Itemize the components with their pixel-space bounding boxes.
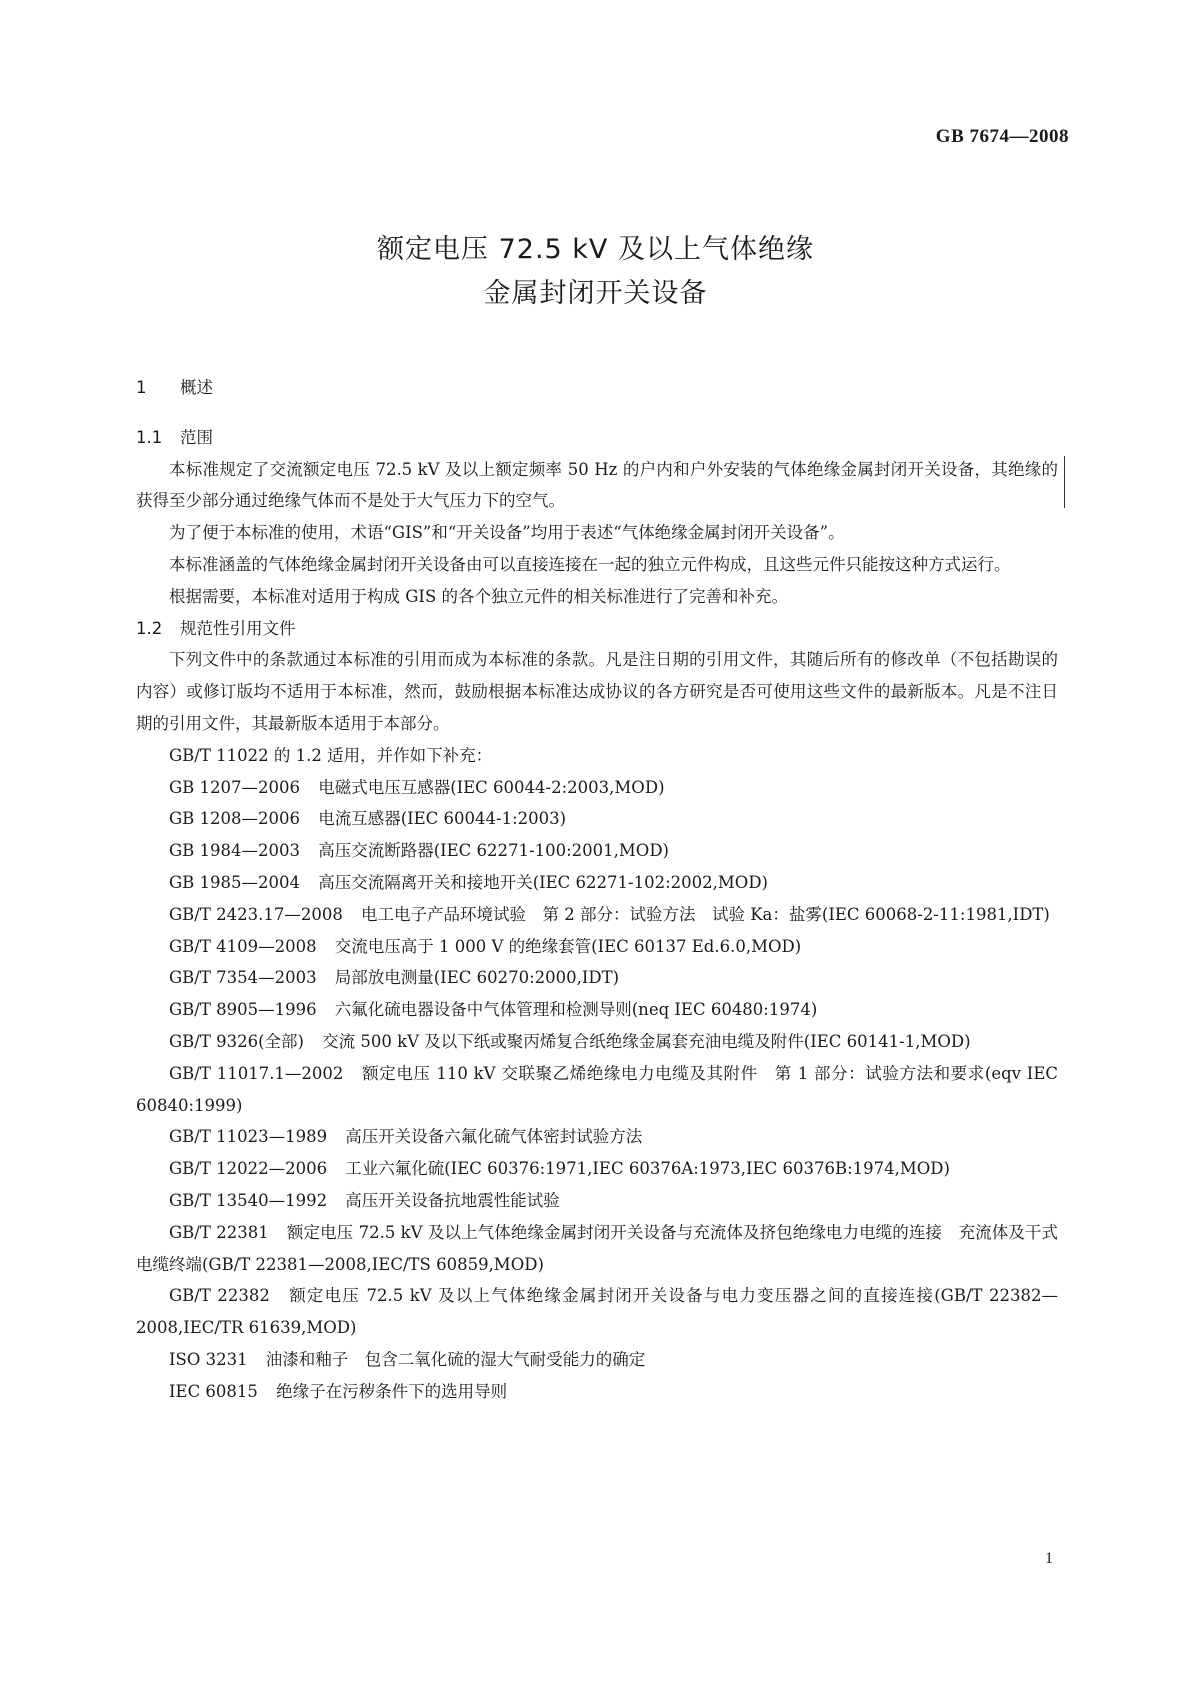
- title-line-2: 金属封闭开关设备: [483, 278, 708, 309]
- reference-item: [136, 931, 1058, 963]
- reference-title: 六氟化硫电器设备中气体管理和检测导则(neq IEC 60480:1974): [334, 1000, 818, 1020]
- reference-title: 电工电子产品环境试验 第 2 部分：试验方法 试验 Ka：盐雾(IEC 60068-2-11:1981,IDT): [360, 904, 1050, 924]
- reference-item: [136, 994, 1058, 1026]
- reference-code: GB/T 22381: [169, 1222, 269, 1242]
- reference-title: 高压交流隔离开关和接地开关(IEC 62271-102:2002,MOD): [318, 872, 768, 892]
- reference-code: GB/T 7354—2003: [169, 968, 317, 988]
- reference-item: [136, 803, 1058, 835]
- reference-code: GB/T 12022—2006: [169, 1159, 328, 1179]
- reference-title: 绝缘子在污秽条件下的选用导则: [276, 1381, 508, 1401]
- reference-title: 交流电压高于 1 000 V 的绝缘套管(IEC 60137 Ed.6.0,MOD): [334, 936, 802, 956]
- paragraph: 本标准规定了交流额定电压 72.5 kV 及以上额定频率 50 Hz 的户内和户外安装的气体绝缘金属封闭开关设备，其绝缘的获得至少部分通过绝缘气体而不是处于大气压力下的空气。: [136, 459, 1058, 511]
- reference-code: GB/T 22382: [169, 1286, 270, 1306]
- reference-title: 油漆和釉子 包含二氧化硫的湿大气耐受能力的确定: [265, 1349, 646, 1369]
- section-number: 1: [136, 378, 147, 397]
- reference-code: GB 1985—2004: [169, 872, 301, 892]
- reference-title: 额定电压 72.5 kV 及以上气体绝缘金属封闭开关设备与充流体及挤包绝缘电力电缆的连接 充流体及干式电缆终端(GB/T 22381—2008,IEC/TS 60859,MOD): [136, 1222, 1059, 1274]
- section-1-heading: [136, 372, 1058, 404]
- reference-title: 交流 500 kV 及以下纸或聚丙烯复合纸绝缘金属套充油电缆及附件(IEC 60141-1,MOD): [322, 1031, 971, 1051]
- reference-item: [136, 1121, 1058, 1153]
- section-title: 规范性引用文件: [180, 618, 296, 638]
- section-title: 概述: [180, 378, 213, 397]
- reference-title: 高压开关设备六氟化硫气体密封试验方法: [345, 1127, 643, 1147]
- document-body: [136, 372, 1058, 1408]
- standard-code: GB 7674—2008: [935, 126, 1069, 147]
- paragraph: 为了便于本标准的使用，术语“GIS”和“开关设备”均用于表述“气体绝缘金属封闭开关设备”。: [169, 523, 845, 543]
- reference-item: [136, 835, 1058, 867]
- reference-code: GB 1207—2006: [169, 777, 301, 797]
- paragraph: 根据需要，本标准对适用于构成 GIS 的各个独立元件的相关标准进行了完善和补充。: [169, 586, 788, 606]
- reference-title: 额定电压 110 kV 交联聚乙烯绝缘电力电缆及其附件 第 1 部分：试验方法和要求(eqv IEC 60840:1999): [136, 1063, 1058, 1115]
- reference-code: GB/T 8905—1996: [169, 1000, 317, 1020]
- reference-title: 工业六氟化硫(IEC 60376:1971,IEC 60376A:1973,IEC 60376B:1974,MOD): [345, 1159, 950, 1179]
- reference-code: GB 1984—2003: [169, 841, 301, 861]
- section-number: 1.1: [136, 427, 163, 447]
- reference-title: 局部放电测量(IEC 60270:2000,IDT): [334, 968, 620, 988]
- section-title: 范围: [180, 427, 213, 447]
- reference-code: ISO 3231: [169, 1349, 248, 1369]
- reference-item: [136, 1026, 1058, 1058]
- reference-item: [136, 1185, 1058, 1217]
- reference-code: GB/T 11023—1989: [169, 1127, 328, 1147]
- change-bar: [1064, 456, 1065, 508]
- reference-code: GB/T 9326(全部): [169, 1031, 304, 1051]
- reference-item: [136, 962, 1058, 994]
- reference-item: [136, 899, 1058, 931]
- reference-item: [136, 1153, 1058, 1185]
- reference-item: [136, 1376, 1058, 1408]
- reference-code: GB 1208—2006: [169, 809, 301, 829]
- reference-item: [136, 1280, 1058, 1344]
- section-1-2-heading: [136, 613, 1058, 645]
- paragraph: GB/T 11022 的 1.2 适用，并作如下补充：: [169, 745, 493, 765]
- reference-item: [136, 1058, 1058, 1122]
- section-1-1-heading: [136, 422, 1058, 454]
- reference-code: GB/T 11017.1—2002: [169, 1063, 344, 1083]
- title-line-1: 额定电压 72.5 kV 及以上气体绝缘: [377, 234, 814, 265]
- page-number: 1: [1045, 1550, 1053, 1567]
- reference-code: IEC 60815: [169, 1381, 258, 1401]
- paragraph: 下列文件中的条款通过本标准的引用而成为本标准的条款。凡是注日期的引用文件，其随后所有的修改单（不包括勘误的内容）或修订版均不适用于本标准，然而，鼓励根据本标准达成协议的各方研究是否可使用这些文件的最新版本。凡是不注日期的引用文件，其最新版本适用于本部分。: [136, 650, 1058, 733]
- reference-item: [136, 1344, 1058, 1376]
- reference-list: [136, 772, 1058, 1408]
- reference-title: 额定电压 72.5 kV 及以上气体绝缘金属封闭开关设备与电力变压器之间的直接连接(GB/T 22382—2008,IEC/TR 61639,MOD): [136, 1286, 1058, 1338]
- reference-title: 高压交流断路器(IEC 62271-100:2001,MOD): [318, 841, 669, 861]
- reference-item: [136, 867, 1058, 899]
- reference-item: [136, 772, 1058, 804]
- reference-code: GB/T 2423.17—2008: [169, 904, 343, 924]
- reference-item: [136, 1217, 1058, 1281]
- reference-code: GB/T 4109—2008: [169, 936, 317, 956]
- section-number: 1.2: [136, 618, 163, 638]
- reference-code: GB/T 13540—1992: [169, 1190, 328, 1210]
- reference-title: 电流互感器(IEC 60044-1:2003): [318, 809, 567, 829]
- reference-title: 高压开关设备抗地震性能试验: [345, 1190, 560, 1210]
- document-title: [0, 228, 1191, 316]
- paragraph: 本标准涵盖的气体绝缘金属封闭开关设备由可以直接连接在一起的独立元件构成，且这些元件只能按这种方式运行。: [169, 554, 1011, 574]
- reference-title: 电磁式电压互感器(IEC 60044-2:2003,MOD): [318, 777, 665, 797]
